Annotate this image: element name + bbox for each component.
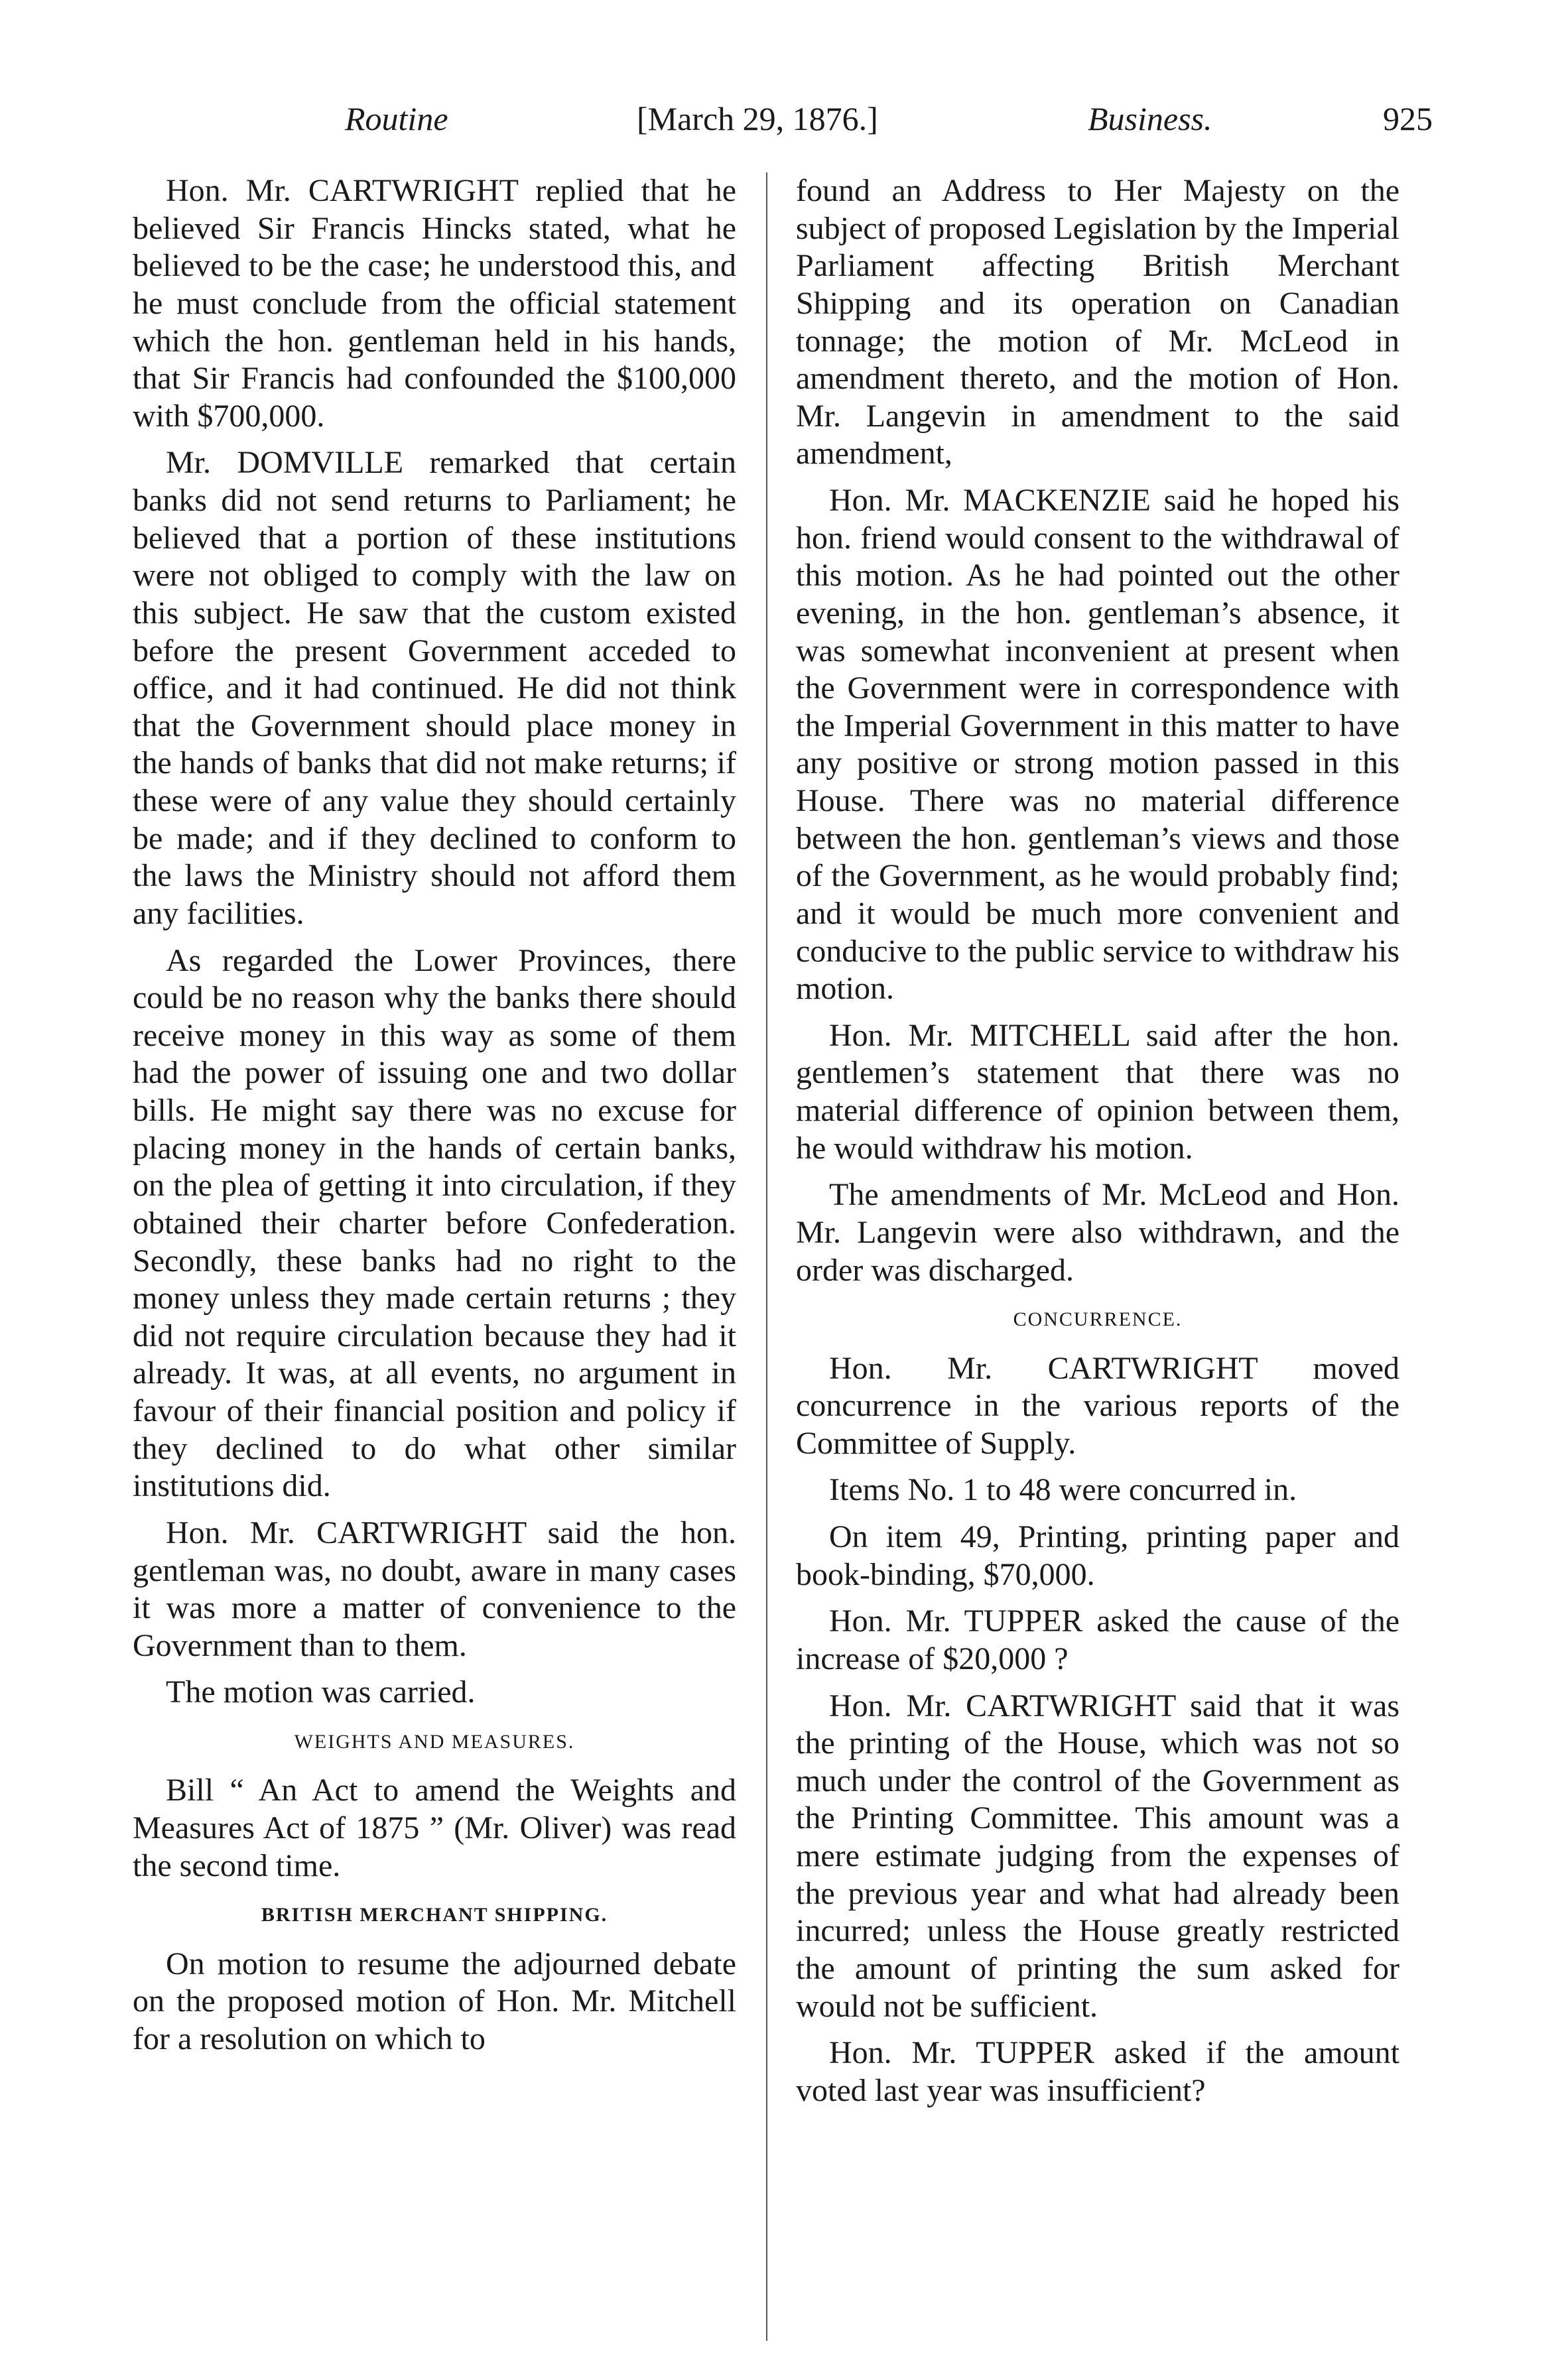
- paragraph: found an Address to Her Majesty on the subject of proposed Legislation by the Imperial Parliament affecting British Merchant Shipping and its operation on Canadian tonnage; the motion of Mr. McLeod in amendment thereto, and the motion of Hon. Mr. Langevin in amendment to the said amendment,: [796, 173, 1399, 471]
- paragraph: Hon. Mr. TUPPER asked the cause of the increase of $20,000 ?: [796, 1603, 1399, 1676]
- paragraph: Hon. Mr. CARTWRIGHT replied that he believed Sir Francis Hincks stated, what he believed to be the case; he understood this, and he must conclude from the official statement which the hon. gentleman held in his hands, that Sir Francis had confounded the $100,000 with $700,000.: [133, 173, 736, 434]
- header-right: Business.: [1088, 100, 1212, 137]
- section-heading-concurrence: CONCURRENCE.: [1013, 1308, 1183, 1331]
- paragraph: Hon. Mr. CARTWRIGHT said that it was the printing of the House, which was not so much under the control of the Government as the Printing Committee. This amount was a mere estimate judging from the expenses of the previous year and what had already been incurred; unless the House greatly restricted the amount of printing the sum asked for would not be sufficient.: [796, 1688, 1399, 2024]
- column-divider: [766, 172, 767, 2341]
- left-column: [133, 172, 736, 2068]
- paragraph: Hon. Mr. CARTWRIGHT moved concurrence in the various reports of the Committee of Supply.: [796, 1350, 1399, 1461]
- paragraph: Hon. Mr. MACKENZIE said he hoped his hon. friend would consent to the withdrawal of this motion. As he had pointed out the other evening, in the hon. gentleman’s absence, it was somewhat inconvenient at present when the Government were in correspondence with the Imperial Government in this matter to have any positive or strong motion passed in this House. There was no material difference between the hon. gentleman’s views and those of the Government, as he would probably find; and it would be much more convenient and conducive to the public service to withdraw his motion.: [796, 483, 1399, 1007]
- header-date: [March 29, 1876.]: [637, 100, 878, 137]
- paragraph: Mr. DOMVILLE remarked that certain banks did not send returns to Parliament; he believed that a portion of these institutions were not obliged to comply with the law on this subject. He saw that the custom existed before the present Government acceded to office, and it had continued. He did not think that the Government should place money in the hands of banks that did not make returns; if these were of any value they should certainly be made; and if they declined to conform to the laws the Ministry should not afford them any facilities.: [133, 445, 736, 931]
- page-number: 925: [1383, 100, 1433, 137]
- page-header: [133, 86, 1446, 146]
- paragraph: The motion was carried.: [166, 1674, 476, 1710]
- section-heading-shipping: BRITISH MERCHANT SHIPPING.: [261, 1904, 608, 1926]
- paragraph: Items No. 1 to 48 were concurred in.: [829, 1472, 1297, 1508]
- right-column: [796, 172, 1399, 2119]
- paragraph: As regarded the Lower Provinces, there could be no reason why the banks there should receive money in this way as some of them had the power of issuing one and two dollar bills. He might say there was no excuse for placing money in the hands of certain banks, on the plea of getting it into circulation, if they obtained their charter before Confederation. Secondly, these banks had no right to the money unless they made certain returns ; they did not require circulation because they had it already. It was, at all events, no argument in favour of their financial position and policy if they declined to do what other similar institutions did.: [133, 942, 736, 1504]
- document-page: [133, 86, 1446, 2341]
- paragraph: Hon. Mr. TUPPER asked if the amount voted last year was insufficient?: [796, 2035, 1399, 2108]
- paragraph: On item 49, Printing, printing paper and book-binding, $70,000.: [796, 1519, 1399, 1592]
- paragraph: Hon. Mr. MITCHELL said after the hon. gentlemen’s statement that there was no material difference of opinion between them, he would withdraw his motion.: [796, 1017, 1399, 1166]
- paragraph: The amendments of Mr. McLeod and Hon. Mr. Langevin were also withdrawn, and the order was discharged.: [796, 1177, 1399, 1288]
- section-heading-weights: WEIGHTS AND MEASURES.: [294, 1731, 575, 1753]
- paragraph: Bill “ An Act to amend the Weights and Measures Act of 1875 ” (Mr. Oliver) was read the second time.: [133, 1773, 736, 1883]
- paragraph: Hon. Mr. CARTWRIGHT said the hon. gentleman was, no doubt, aware in many cases it was more a matter of convenience to the Government than to them.: [133, 1515, 736, 1663]
- paragraph: On motion to resume the adjourned debate on the proposed motion of Hon. Mr. Mitchell for a resolution on which to: [133, 1946, 736, 2056]
- header-left: Routine: [345, 100, 448, 137]
